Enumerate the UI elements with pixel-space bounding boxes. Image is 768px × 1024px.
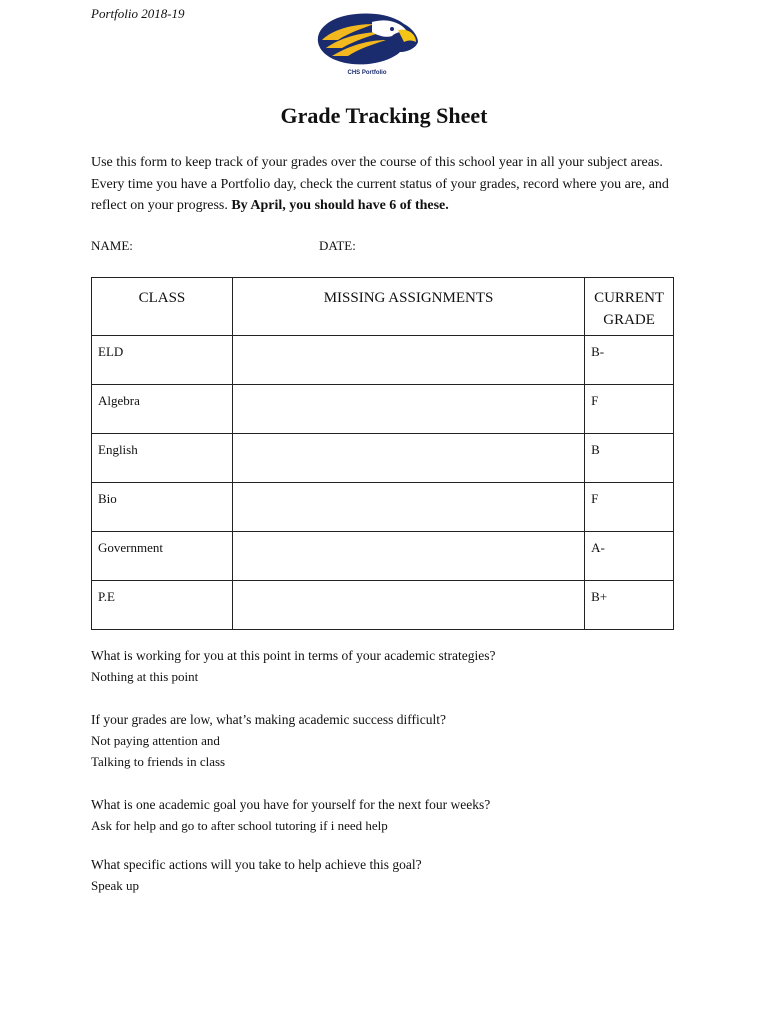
reflection-answer: Not paying attention and xyxy=(91,733,220,748)
table-row xyxy=(92,336,674,385)
grade-table xyxy=(91,277,674,630)
eagle-head-icon xyxy=(312,8,422,70)
reflection-answer: Talking to friends in class xyxy=(91,754,226,769)
logo-caption: CHS Portfolio xyxy=(347,70,387,76)
reflection-block-actions xyxy=(91,854,422,896)
reflection-answer: Speak up xyxy=(91,878,140,893)
missing-assignments-cell xyxy=(232,385,584,434)
grade-cell: B xyxy=(585,434,674,483)
column-header-class: CLASS xyxy=(92,278,233,336)
column-header-current-grade-line1: CURRENT xyxy=(594,290,665,306)
class-cell: Algebra xyxy=(92,385,233,434)
missing-assignments-cell xyxy=(232,581,584,630)
class-cell: English xyxy=(92,434,233,483)
class-cell: ELD xyxy=(92,336,233,385)
missing-assignments-cell xyxy=(232,434,584,483)
table-row xyxy=(92,385,674,434)
name-field-label: NAME: xyxy=(91,238,133,253)
grade-cell: B+ xyxy=(585,581,674,630)
reflection-question: If your grades are low, what’s making academic success difficult? xyxy=(91,712,446,727)
grade-cell: F xyxy=(585,385,674,434)
missing-assignments-cell xyxy=(232,336,584,385)
reflection-question: What is one academic goal you have for yourself for the next four weeks? xyxy=(91,797,491,812)
column-header-current-grade xyxy=(585,278,674,336)
table-row xyxy=(92,483,674,532)
column-header-current-grade-line2: GRADE xyxy=(603,312,655,328)
reflection-block-difficulties xyxy=(91,709,446,772)
table-row xyxy=(92,532,674,581)
table-row xyxy=(92,581,674,630)
reflection-answer: Nothing at this point xyxy=(91,669,199,684)
grade-cell: F xyxy=(585,483,674,532)
missing-assignments-cell xyxy=(232,483,584,532)
reflection-question: What specific actions will you take to help achieve this goal? xyxy=(91,857,422,872)
grade-cell: B- xyxy=(585,336,674,385)
reflection-block-strategies xyxy=(91,645,496,687)
page-title: Grade Tracking Sheet xyxy=(280,103,488,128)
table-header-row xyxy=(92,278,674,336)
reflection-question: What is working for you at this point in terms of your academic strategies? xyxy=(91,648,496,663)
school-logo xyxy=(312,8,422,84)
class-cell: Government xyxy=(92,532,233,581)
table-row xyxy=(92,434,674,483)
column-header-missing-assignments: MISSING ASSIGNMENTS xyxy=(232,278,584,336)
class-cell: Bio xyxy=(92,483,233,532)
class-cell: P.E xyxy=(92,581,233,630)
grade-cell: A- xyxy=(585,532,674,581)
portfolio-year-label: Portfolio 2018-19 xyxy=(91,6,185,21)
missing-assignments-cell xyxy=(232,532,584,581)
instructions-bold-text: By April, you should have 6 of these. xyxy=(231,198,449,213)
instructions-paragraph xyxy=(91,152,691,217)
reflection-block-goal xyxy=(91,794,490,836)
date-field-label: DATE: xyxy=(319,238,356,253)
reflection-answer: Ask for help and go to after school tutoring if i need help xyxy=(91,818,388,833)
instructions-text: Use this form to keep track of your grades over the course of this school year in all your subject areas. Every time you have a Portfolio day, check the current status of your grades, record where you are, and reflect on your progress. xyxy=(91,155,669,213)
